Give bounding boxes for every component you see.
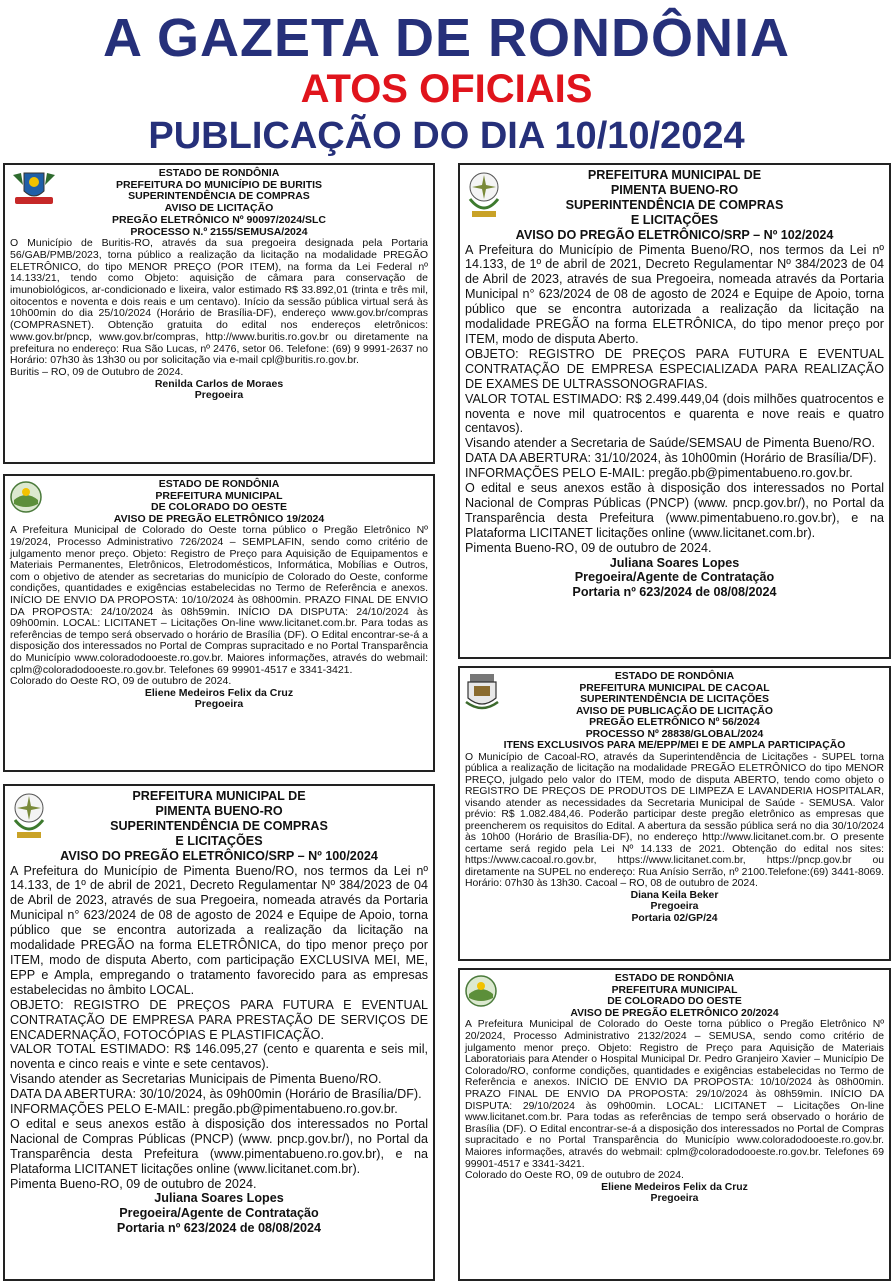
signatory-ordinance: Portaria nº 623/2024 de 08/08/2024 bbox=[116, 1221, 322, 1236]
notice-date: Buritis – RO, 09 de Outubro de 2024. bbox=[10, 365, 184, 378]
notice-paragraph: A Prefeitura do Município de Pimenta Bueno/RO, nos termos da Lei nº 14.133, de 1º de abril de 2021, Decreto Regulamentar Nº 384/2023 de 04 de Abril de 2023, através de sua Pregoeira, nomeada através da Portaria Municipal n° 623/2024 de 08 de agosto de 2024 e Equipe de Apoio, torna público que se encontra autorizada a realização da licitação na modalidade PREGÃO na forma ELETRÔNICA, do tipo menor preço por ITEM, modo de disputa Aberto. bbox=[465, 242, 884, 346]
notice-header-line: PREGÃO ELETRÔNICO Nº 90097/2024/SLC bbox=[112, 213, 326, 226]
signatory-name: Diana Keila Beker bbox=[630, 889, 719, 901]
notice-colorado-19 bbox=[3, 474, 435, 772]
notice-header-line: PROCESSO Nº 28838/GLOBAL/2024 bbox=[585, 728, 764, 740]
notice-paragraph: O edital e seus anexos estão à disposição dos interessados no Portal Nacional de Compras Públicas (PNCP) (www. pncp.gov.br/), no Portal da Transparência desta Prefeitura (www.pimentabueno.ro.gov.br), e na Plataforma LICITANET licitações online (www.licitanet.com.br). bbox=[465, 481, 884, 540]
notice-pimenta-bueno-102 bbox=[458, 163, 891, 659]
pimenta-bueno-coat-of-arms-icon bbox=[464, 169, 504, 221]
signatory-role: Pregoeira bbox=[194, 389, 244, 402]
notice-header-line: PREFEITURA MUNICIPAL DE bbox=[587, 168, 762, 182]
notice-header-line: ESTADO DE RONDÔNIA bbox=[158, 167, 280, 179]
notice-header-line: SUPERINTENDÊNCIA DE LICITAÇÕES bbox=[580, 694, 769, 705]
notice-paragraph: Visando atender a Secretaria de Saúde/SEMSAU de Pimenta Bueno/RO. bbox=[465, 436, 876, 451]
notice-header-line: AVISO DE PUBLICAÇÃO DE LICITAÇÃO bbox=[575, 705, 774, 717]
notice-header-line: PREFEITURA DO MUNICÍPIO DE BURITIS bbox=[115, 178, 323, 191]
notice-paragraph: O Município de Buritis-RO, através da sua pregoeira designada pela Portaria 56/GAB/PMB/2023, torna público a realização da licitação na modalidade PREGÃO ELETRÔNICO, do tipo MENOR PREÇO (POR ITEM), na forma da Lei Federal nº 14.133/21, tendo como Objeto: aquisição de câmara para conservação de imunobiológicos, ar-condicionado e lixeira, valor estimado R$ 33.892,01 (trinta e três mil, oitocentos e noventa e dois reais e um centavo). Início da sessão pública virtual será às 10h00min do dia 25/10/2024 (Horário de Brasília-DF), endereço www.gov.br/compras (COMPRASNET). Obtenção gratuita do edital nos endereços eletrônicos: www.gov.br/pncp, www.gov.br/compras, http://www.buritis.ro.gov.br ou diretamente na prefeitura no endereço: Rua São Lucas, nº 2476, setor 06. Telefone: (69) 9 9991-2637 no Horário: 07h30 às 13h30 ou por solicitação via e-mail cpl@buritis.ro.gov.br. bbox=[10, 237, 428, 367]
notice-opening-date: DATA DA ABERTURA: 30/10/2024, às 09h00min (Horário de Brasília/DF). bbox=[10, 1087, 422, 1102]
notice-date: Pimenta Bueno-RO, 09 de outubro de 2024. bbox=[465, 540, 712, 555]
notice-header-line: ESTADO DE RONDÔNIA bbox=[158, 478, 280, 490]
signatory-role: Pregoeira bbox=[650, 901, 699, 912]
notice-paragraph: O edital e seus anexos estão à disposição dos interessados no Portal Nacional de Compras Públicas (PNCP) (www. pncp.gov.br/), no Portal da Transparência desta Prefeitura (www.pimentabueno.ro.gov.br), e na Plataforma LICITANET licitações online (www.licitanet.com.br). bbox=[10, 1116, 428, 1176]
notice-header-line: AVISO DE PREGÃO ELETRÔNICO 20/2024 bbox=[570, 1007, 779, 1019]
notice-pimenta-bueno-100 bbox=[3, 784, 435, 1281]
pimenta-bueno-coat-of-arms-icon bbox=[9, 790, 49, 842]
signatory-name: Eliene Medeiros Felix da Cruz bbox=[144, 686, 294, 699]
notice-header-line: PIMENTA BUENO-RO bbox=[155, 803, 283, 818]
notice-paragraph: A Prefeitura Municipal de Colorado do Oeste torna público o Pregão Eletrônico Nº 19/2024, Processo Administrativo 726/2024 – SEMPLAFIN, sendo como critério de julgamento menor preço. Objeto: Registro de Preço para Aquisição de Equipamentos e Materiais Permanentes, Eletrônicos, Eletrodomésticos, Informática, Mobílias e Outros, com o objetivo de atender as secretarias do município de Colorado do Oeste, conforme condições, quantidades e exigências estabelecidas no Termo de Referência e anexos. INÍCIO DE ENVIO DA PROPOSTA: 10/10/2024 às 08h00min. PRAZO FINAL DE ENVIO DA PROPOSTA: 24/10/2024 às 08h59min. INÍCIO DA DISPUTA: 24/10/2024 às 09h00min. LOCAL: LICITANET – Licitações On-line www.licitanet.com.br. Para todas as referências de tempo será observado o horário de Brasília (DF). O Edital encontrar-se-á a disposição dos interessados no Portal de Compras supracitado e no Portal Transparência do Município www.coloradodooeste.ro.gov.br. Maiores informações, através do webmail: cplm@coloradodooeste.ro.gov.br. Telefones 69 99901-4517 e 3341-3421. bbox=[10, 524, 428, 676]
signatory-name: Renilda Carlos de Moraes bbox=[154, 377, 284, 390]
notice-header-line: PIMENTA BUENO-RO bbox=[610, 182, 739, 197]
notice-header-line: PROCESSO N.º 2155/SEMUSA/2024 bbox=[130, 225, 308, 238]
notice-header-line: DE COLORADO DO OESTE bbox=[151, 501, 287, 514]
notice-buritis bbox=[3, 163, 435, 464]
notice-email: INFORMAÇÕES PELO E-MAIL: pregão.pb@pimentabueno.ro.gov.br. bbox=[465, 466, 853, 481]
notice-header-line: AVISO DE LICITAÇÃO bbox=[164, 202, 274, 215]
notice-header-line: PREFEITURA MUNICIPAL bbox=[611, 984, 738, 996]
signatory-name: Juliana Soares Lopes bbox=[609, 555, 740, 570]
notice-object: OBJETO: REGISTRO DE PREÇOS PARA FUTURA E EVENTUAL CONTRATAÇÃO DE EMPRESA ESPECIALIZADA PARA REALIZAÇÃO DE EXAMES DE ULTRASSONOGRAFIAS. bbox=[465, 346, 884, 391]
notice-paragraph: A Prefeitura Municipal de Colorado do Oeste torna público o Pregão Eletrônico Nº 20/2024, Processo Administrativo 2132/2024 – SEMUSA, sendo como critério de julgamento menor preço. Objeto: Registro de Preço para Aquisição de Materiais Laboratoriais para Atender o Hospital Municipal Dr. Pedro Granjeiro Xavier – Município De Colorado/RO, conforme condições, quantidades e exigências estabelecidas no Termo de Referência e anexos. INÍCIO DE ENVIO DA PROPOSTA: 10/10/2024 às 08h00min. PRAZO FINAL DE ENVIO DA PROPOSTA: 29/10/2024 às 08h59min. INÍCIO DA DISPUTA: 29/10/2024 às 09h00min. LOCAL: LICITANET – Licitações On-line www.licitanet.com.br. Para todas as referências de tempo será observado o horário de Brasília (DF). O Edital encontrar-se-á a disposição dos interessados no Portal de Compras supracitado e no Portal Transparência do Município www.coloradodooeste.ro.gov.br. Maiores informações, através do webmail: cplm@coloradodooeste.ro.gov.br. Telefones 69 99901-4517 e 3341-3421. bbox=[465, 1019, 884, 1170]
signatory-role: Pregoeira bbox=[650, 1193, 699, 1205]
notice-header-line: AVISO DE PREGÃO ELETRÔNICO 19/2024 bbox=[113, 512, 325, 525]
signatory-role: Pregoeira bbox=[194, 698, 244, 711]
notice-header-line: PREGÃO ELETRÔNICO Nº 56/2024 bbox=[589, 717, 760, 728]
notice-header-line: ESTADO DE RONDÔNIA bbox=[614, 973, 735, 984]
notice-colorado-20 bbox=[458, 968, 891, 1281]
notice-opening-date: DATA DA ABERTURA: 31/10/2024, às 10h00min (Horário de Brasília/DF). bbox=[465, 451, 877, 466]
notice-header-line: PREFEITURA MUNICIPAL DE CACOAL bbox=[579, 682, 770, 694]
signatory-name: Juliana Soares Lopes bbox=[154, 1191, 284, 1206]
notice-paragraph: Visando atender as Secretarias Municipais de Pimenta Bueno/RO. bbox=[10, 1072, 382, 1087]
signatory-role: Pregoeira/Agente de Contratação bbox=[119, 1206, 319, 1221]
notice-cacoal bbox=[458, 666, 891, 961]
notice-header-line: AVISO DO PREGÃO ELETRÔNICO/SRP – Nº 102/2024 bbox=[515, 227, 834, 242]
notice-value: VALOR TOTAL ESTIMADO: R$ 146.095,27 (cento e quarenta e seis mil, noventa e cinco reais e vinte e sete centavos). bbox=[10, 1042, 428, 1072]
notice-header-line: E LICITAÇÕES bbox=[175, 833, 263, 848]
notice-email: INFORMAÇÕES PELO E-MAIL: pregão.pb@pimentabueno.ro.gov.br. bbox=[10, 1102, 398, 1117]
signatory-role: Pregoeira/Agente de Contratação bbox=[574, 570, 775, 585]
notice-header-line: SUPERINTENDÊNCIA DE COMPRAS bbox=[128, 190, 310, 203]
notice-header-line: ITENS EXCLUSIVOS PARA ME/EPP/MEI E DE AMPLA PARTICIPAÇÃO bbox=[503, 740, 846, 751]
notice-paragraph: O Município de Cacoal-RO, através da Superintendência de Licitações - SUPEL torna pública a realização de licitação na modalidade PREGÃO ELETRÔNICO do tipo MENOR PREÇO, julgado pelo valor do ITEM, modo de disputa ABERTO, tendo como objeto o REGISTRO DE PREÇOS DE PRODUTOS DE LIMPEZA E LAVANDERIA HOSPITALAR, visando atender as necessidades da Secretaria Municipal de Saúde - SEMUSA. Valor prévio: R$ 1.082.484,46. Poderão participar deste pregão eletrônico as empresas que preencherem os requisitos do Edital. A abertura da sessão pública será no dia 30/10/2024 às 10h00 (Horário de Brasília-DF), no endereço http://www.licitanet.com.br. O presente certame será regido pela Lei Nº 14.133 de 2021. Obtenção do edital nos sites: https://www.cacoal.ro.gov.br, https://www.licitanet.com.br, https://pncp.gov.br ou diretamente na SUPEL no endereço: Rua Anísio Serrão, nº 2100.Telefone:(69) 3441-8069. Horário: 07h30 às 13h30. Cacoal – RO, 08 de outubro de 2024. bbox=[465, 751, 884, 889]
colorado-coat-of-arms-icon bbox=[464, 974, 498, 1008]
notice-header-line: DE COLORADO DO OESTE bbox=[607, 996, 742, 1008]
notice-date: Pimenta Bueno-RO, 09 de outubro de 2024. bbox=[10, 1176, 257, 1191]
signatory-ordinance: Portaria 02/GP/24 bbox=[631, 912, 718, 924]
publication-date: PUBLICAÇÃO DO DIA 10/10/2024 bbox=[148, 115, 745, 157]
notice-header-line: SUPERINTENDÊNCIA DE COMPRAS bbox=[565, 197, 784, 212]
cacoal-coat-of-arms-icon bbox=[464, 672, 500, 712]
buritis-coat-of-arms-icon bbox=[9, 169, 59, 209]
notice-header-line: PREFEITURA MUNICIPAL DE bbox=[132, 789, 306, 803]
section-title: ATOS OFICIAIS bbox=[300, 67, 593, 111]
notice-header-line: PREFEITURA MUNICIPAL bbox=[155, 489, 283, 502]
notice-header-line: E LICITAÇÕES bbox=[630, 212, 719, 227]
notice-paragraph: A Prefeitura do Município de Pimenta Bueno/RO, nos termos da Lei nº 14.133, de 1º de abril de 2021, Decreto Regulamentar Nº 384/2023 de 04 de Abril de 2023, através de sua Pregoeira, nomeada através da Portaria Municipal n° 623/2024 de 08 de agosto de 2024 e Equipe de Apoio, torna público que se encontra autorizada a realização da licitação na modalidade PREGÃO na forma ELETRÔNICA, do tipo menor preço por ITEM, modo de disputa Aberto, com participação EXCLUSIVA MEI, ME, EPP e Ampla, empregando o tratamento favorecido para as empresas estabelecidas no âmbito LOCAL. bbox=[10, 863, 428, 997]
colorado-coat-of-arms-icon bbox=[9, 480, 43, 514]
notice-value: VALOR TOTAL ESTIMADO: R$ 2.499.449,04 (dois milhões quatrocentos e noventa e nove mil quatrocentos e quarenta e nove reais e quatro centavos). bbox=[465, 391, 884, 436]
notice-header-line: SUPERINTENDÊNCIA DE COMPRAS bbox=[110, 818, 328, 833]
newspaper-title: A GAZETA DE RONDÔNIA bbox=[103, 8, 790, 68]
notice-object: OBJETO: REGISTRO DE PREÇOS PARA FUTURA E EVENTUAL CONTRATAÇÃO DE EMPRESA PARA PRESTAÇÃO DE SERVIÇOS DE ENCADERNAÇÃO, FOTOCÓPIAS E PLASTIFICAÇÃO. bbox=[10, 997, 428, 1042]
notice-header-line: ESTADO DE RONDÔNIA bbox=[614, 671, 735, 682]
signatory-name: Eliene Medeiros Felix da Cruz bbox=[601, 1181, 748, 1193]
notice-header-line: AVISO DO PREGÃO ELETRÔNICO/SRP – Nº 100/2024 bbox=[60, 848, 378, 863]
signatory-ordinance: Portaria nº 623/2024 de 08/08/2024 bbox=[572, 585, 777, 600]
notice-date: Colorado do Oeste RO, 09 de outubro de 2024. bbox=[10, 675, 232, 688]
notice-date: Colorado do Oeste RO, 09 de outubro de 2024. bbox=[465, 1170, 684, 1182]
